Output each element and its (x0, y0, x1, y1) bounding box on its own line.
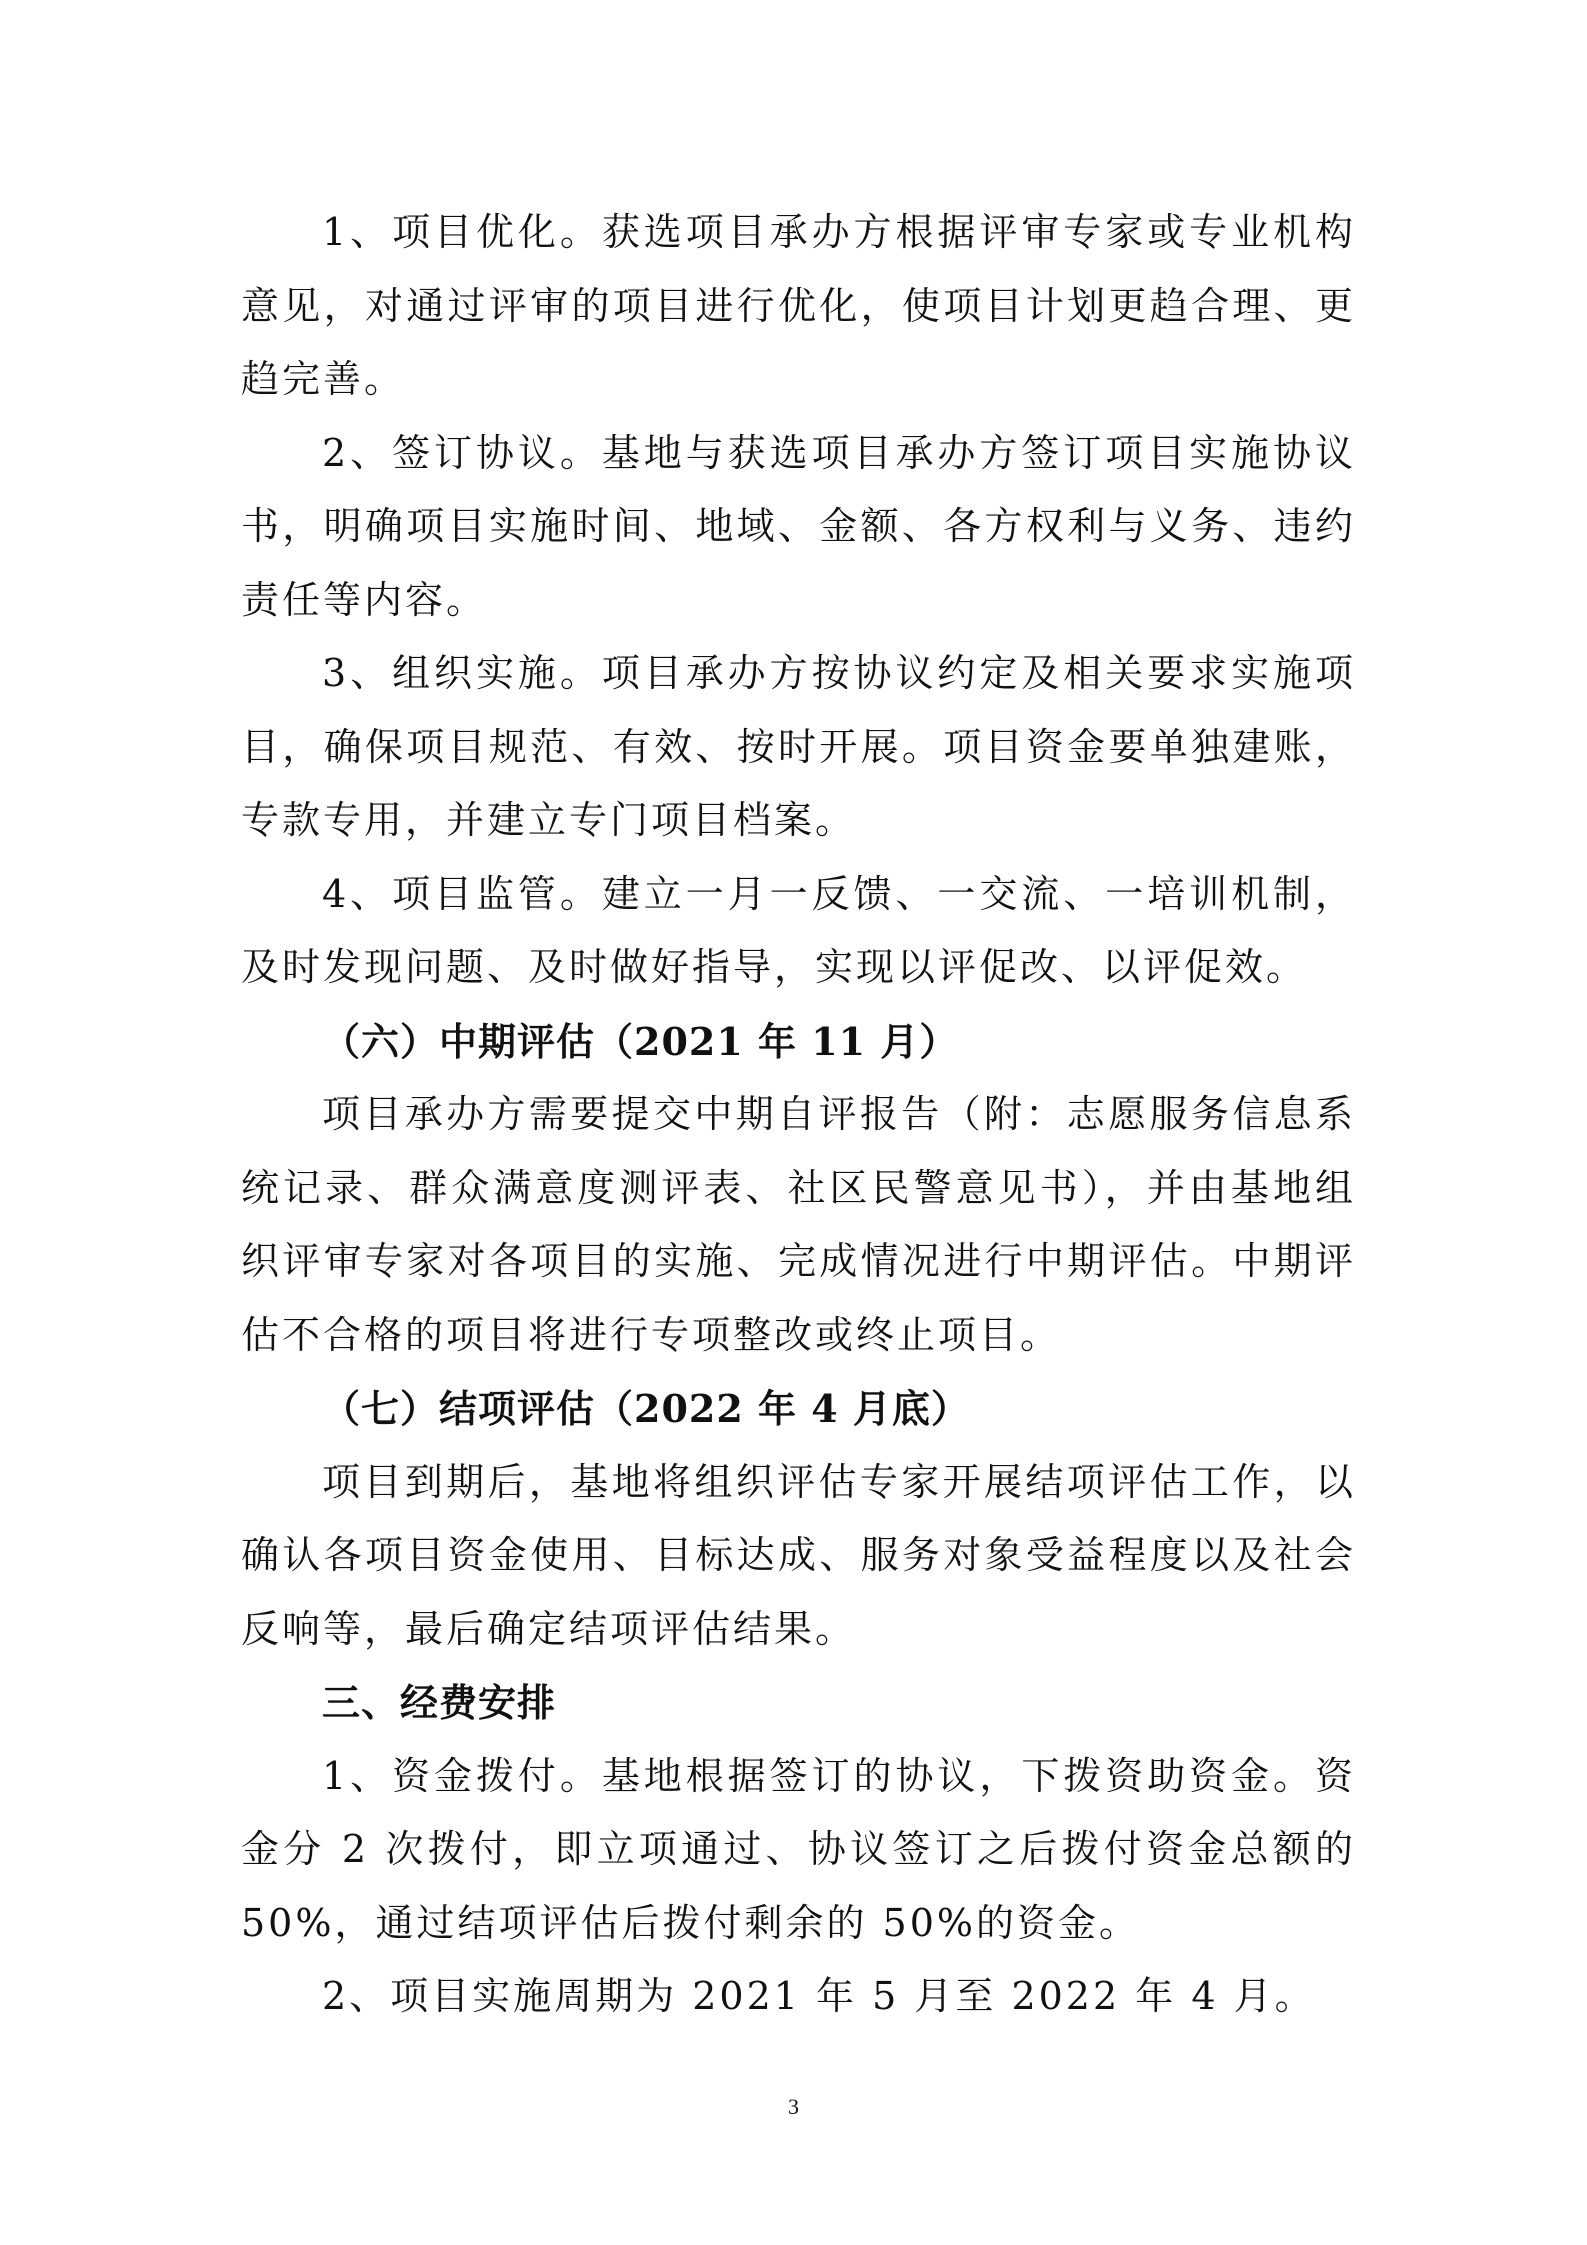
paragraph-sign-agreement: 2、签订协议。基地与获选项目承办方签订项目实施协议书，明确项目实施时间、地域、金额、各方权利与义务、违约责任等内容。 (241, 430, 1356, 622)
heading-final-evaluation: （七）结项评估（2022 年 4 月底） (322, 1386, 970, 1431)
paragraph-project-supervision: 4、项目监管。建立一月一反馈、一交流、一培训机制，及时发现问题、及时做好指导，实现以评促改、以评促效。 (241, 871, 1356, 989)
document-body (241, 196, 1356, 2034)
page-number: 3 (788, 2094, 799, 2119)
heading-funding-arrangement: 三、经费安排 (322, 1680, 557, 1725)
paragraph-midterm-evaluation: 项目承办方需要提交中期自评报告（附：志愿服务信息系统记录、群众满意度测评表、社区民警意见书），并由基地组织评审专家对各项目的实施、完成情况进行中期评估。中期评估不合格的项目将进行专项整改或终止项目。 (241, 1092, 1356, 1357)
paragraph-fund-disbursement: 1、资金拨付。基地根据签订的协议，下拨资助资金。资金分 2 次拨付，即立项通过、协议签订之后拨付资金总额的 50%，通过结项评估后拨付剩余的 50%的资金。 (241, 1753, 1356, 1945)
heading-midterm-evaluation: （六）中期评估（2021 年 11 月） (322, 1018, 959, 1064)
paragraph-final-evaluation: 项目到期后，基地将组织评估专家开展结项评估工作，以确认各项目资金使用、目标达成、服务对象受益程度以及社会反响等，最后确定结项评估结果。 (241, 1459, 1356, 1651)
paragraph-project-optimization: 1、项目优化。获选项目承办方根据评审专家或专业机构意见，对通过评审的项目进行优化，使项目计划更趋合理、更趋完善。 (241, 210, 1356, 401)
paragraph-organize-implementation: 3、组织实施。项目承办方按协议约定及相关要求实施项目，确保项目规范、有效、按时开展。项目资金要单独建账，专款专用，并建立专门项目档案。 (241, 651, 1356, 842)
paragraph-implementation-period: 2、项目实施周期为 2021 年 5 月至 2022 年 4 月。 (322, 1974, 1316, 2018)
